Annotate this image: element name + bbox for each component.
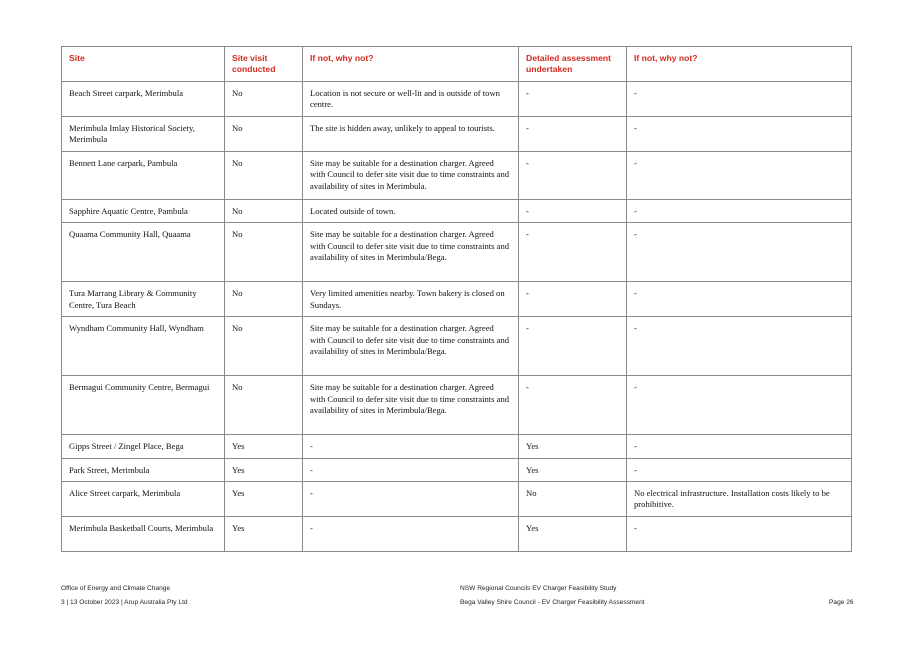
table-row [62, 376, 852, 435]
cell-detailed-assessment: Yes [519, 516, 627, 551]
cell-site: Bennett Lane carpark, Pambula [62, 152, 225, 200]
cell-assessment-reason: - [627, 282, 852, 317]
cell-detailed-assessment: Yes [519, 458, 627, 481]
table-row [62, 516, 852, 551]
cell-detailed-assessment: - [519, 223, 627, 282]
cell-assessment-reason: - [627, 376, 852, 435]
cell-site-visit: Yes [225, 481, 303, 516]
cell-visit-reason: Site may be suitable for a destination charger. Agreed with Council to defer site visit due to time constraints and availability of sites in Merimbula. [303, 152, 519, 200]
cell-site: Bermagui Community Centre, Bermagui [62, 376, 225, 435]
cell-detailed-assessment: - [519, 282, 627, 317]
cell-assessment-reason: - [627, 152, 852, 200]
table-row [62, 200, 852, 223]
cell-assessment-reason: - [627, 458, 852, 481]
cell-visit-reason: - [303, 435, 519, 458]
cell-assessment-reason: - [627, 223, 852, 282]
footer-organisation: Office of Energy and Climate Change [61, 585, 171, 592]
table-row [62, 435, 852, 458]
cell-assessment-reason: - [627, 435, 852, 458]
header-visit-reason: If not, why not? [303, 47, 519, 82]
table-row [62, 317, 852, 376]
cell-visit-reason: Very limited amenities nearby. Town bakery is closed on Sundays. [303, 282, 519, 317]
table-row [62, 282, 852, 317]
cell-site-visit: No [225, 152, 303, 200]
cell-detailed-assessment: - [519, 317, 627, 376]
cell-site-visit: Yes [225, 435, 303, 458]
footer-page-number: Page 26 [829, 599, 854, 606]
cell-site-visit: Yes [225, 458, 303, 481]
cell-detailed-assessment: - [519, 117, 627, 152]
cell-detailed-assessment: - [519, 152, 627, 200]
cell-detailed-assessment: Yes [519, 435, 627, 458]
header-site-visit: Site visit conducted [225, 47, 303, 82]
cell-site: Sapphire Aquatic Centre, Pambula [62, 200, 225, 223]
cell-visit-reason: - [303, 481, 519, 516]
cell-site: Wyndham Community Hall, Wyndham [62, 317, 225, 376]
cell-assessment-reason: - [627, 317, 852, 376]
footer-study-title: NSW Regional Councils EV Charger Feasibility Study [460, 585, 617, 592]
cell-assessment-reason: - [627, 516, 852, 551]
cell-site: Merimbula Basketball Courts, Merimbula [62, 516, 225, 551]
cell-assessment-reason: No electrical infrastructure. Installation costs likely to be prohibitive. [627, 481, 852, 516]
cell-site: Beach Street carpark, Merimbula [62, 82, 225, 117]
table-row [62, 82, 852, 117]
cell-detailed-assessment: No [519, 481, 627, 516]
table-row [62, 458, 852, 481]
cell-site-visit: Yes [225, 516, 303, 551]
cell-assessment-reason: - [627, 117, 852, 152]
cell-site: Tura Marrang Library & Community Centre, Tura Beach [62, 282, 225, 317]
cell-site: Quaama Community Hall, Quaama [62, 223, 225, 282]
cell-visit-reason: Located outside of town. [303, 200, 519, 223]
footer-date-line: 3 | 13 October 2023 | Arup Australia Pty Ltd [61, 599, 188, 606]
header-site: Site [62, 47, 225, 82]
cell-site-visit: No [225, 200, 303, 223]
cell-visit-reason: Site may be suitable for a destination charger. Agreed with Council to defer site visit due to time constraints and availability of sites in Merimbula/Bega. [303, 376, 519, 435]
cell-visit-reason: - [303, 516, 519, 551]
table-row [62, 223, 852, 282]
header-assessment-reason: If not, why not? [627, 47, 852, 82]
cell-site-visit: No [225, 223, 303, 282]
table-body [62, 82, 852, 552]
header-detailed-assessment: Detailed assessment undertaken [519, 47, 627, 82]
cell-visit-reason: - [303, 458, 519, 481]
site-assessment-table [61, 46, 852, 552]
cell-site-visit: No [225, 117, 303, 152]
table-row [62, 117, 852, 152]
cell-site-visit: No [225, 317, 303, 376]
cell-visit-reason: Site may be suitable for a destination charger. Agreed with Council to defer site visit due to time constraints and availability of sites in Merimbula/Bega. [303, 223, 519, 282]
cell-site-visit: No [225, 282, 303, 317]
cell-assessment-reason: - [627, 82, 852, 117]
cell-visit-reason: Location is not secure or well-lit and is outside of town centre. [303, 82, 519, 117]
cell-site: Merimbula Imlay Historical Society, Merimbula [62, 117, 225, 152]
cell-detailed-assessment: - [519, 82, 627, 117]
cell-detailed-assessment: - [519, 200, 627, 223]
cell-site-visit: No [225, 376, 303, 435]
table-header-row [62, 47, 852, 82]
cell-site-visit: No [225, 82, 303, 117]
cell-visit-reason: The site is hidden away, unlikely to appeal to tourists. [303, 117, 519, 152]
cell-visit-reason: Site may be suitable for a destination charger. Agreed with Council to defer site visit due to time constraints and availability of sites in Merimbula/Bega. [303, 317, 519, 376]
table-row [62, 481, 852, 516]
footer-report-title: Bega Valley Shire Council - EV Charger Feasibility Assessment [460, 599, 645, 606]
cell-detailed-assessment: - [519, 376, 627, 435]
table-row [62, 152, 852, 200]
cell-site: Alice Street carpark, Merimbula [62, 481, 225, 516]
cell-site: Park Street, Merimbula [62, 458, 225, 481]
cell-site: Gipps Street / Zingel Place, Bega [62, 435, 225, 458]
cell-assessment-reason: - [627, 200, 852, 223]
